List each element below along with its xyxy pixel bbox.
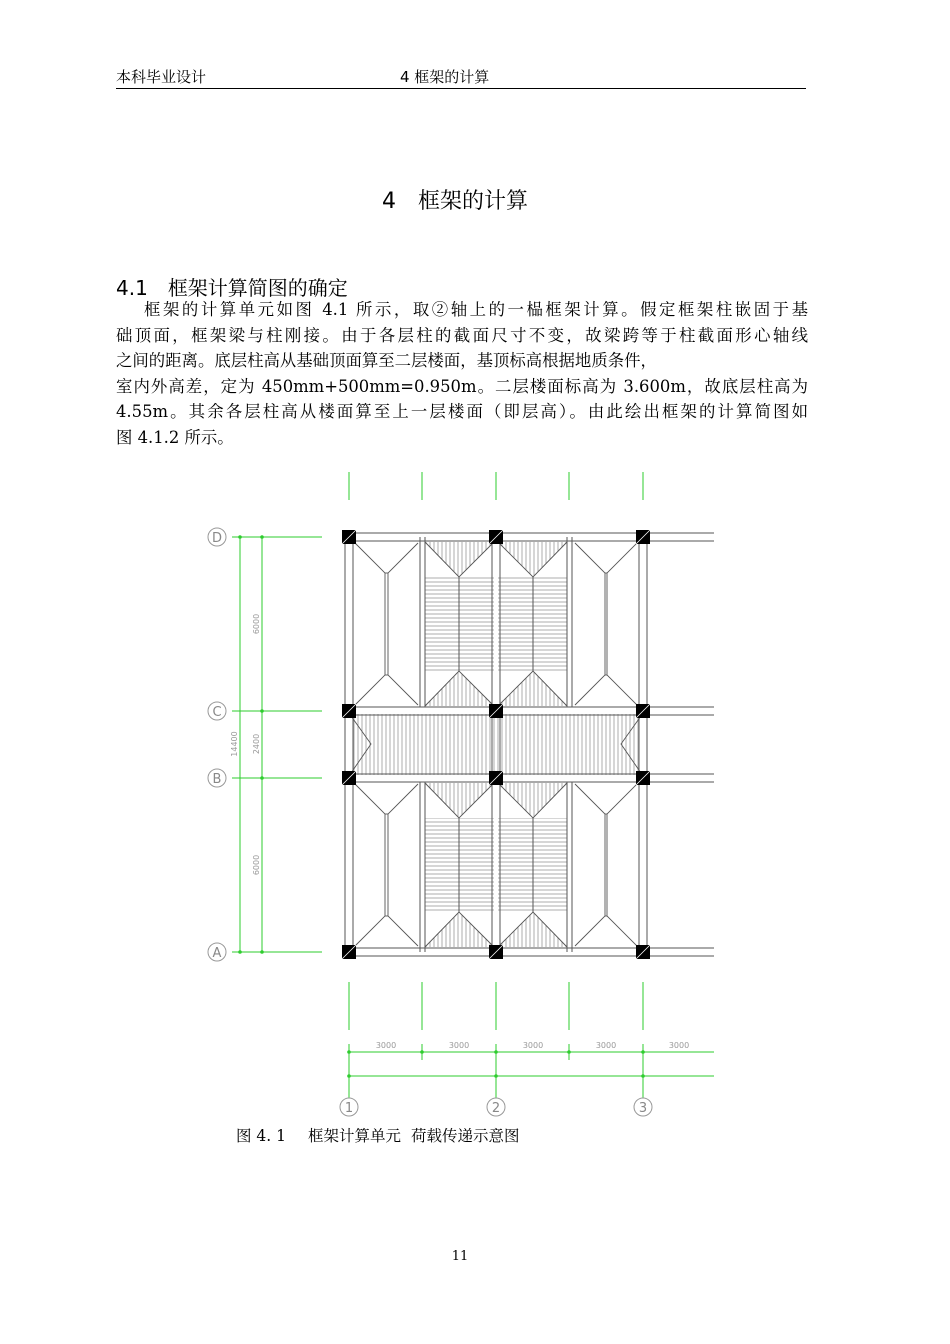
column-axis-labels [345,1101,647,1116]
section-title: 框架计算简图的确定 [167,276,348,300]
dim-label-h5: 3000 [668,1041,690,1050]
paragraph-line: 之间的距离。底层柱高从基础顶面算至二层楼面，基顶标高根据地质条件， [116,351,657,371]
frame-load-diagram [196,468,720,1118]
chapter-heading [0,184,910,215]
paragraph-line: 框架的计算单元如图 4.1 所示，取②轴上的一榀框架计算。假定框架柱嵌固于基 [144,300,808,319]
paragraph-line: 室内外高差，定为 450mm+500mm=0.950m。二层楼面标高为 3.600m，故底层柱高为 [116,376,808,396]
dim-label-dc: 6000 [252,613,261,635]
axis-label-1: 1 [344,1101,354,1116]
header-rule [116,88,806,89]
paragraph-line: 图 4.1.2 所示。 [116,427,234,447]
dim-label-h2: 3000 [448,1041,470,1050]
axis-label-a: A [212,946,222,961]
dim-label-h4: 3000 [595,1041,617,1050]
hatched-load-areas [351,542,641,947]
axis-label-2: 2 [491,1101,501,1116]
row-axis-bubbles [208,528,226,961]
vertical-dimension-labels [230,614,261,875]
horizontal-dimension-labels [376,1041,689,1050]
figure-caption [236,1124,520,1146]
header-left: 本科毕业设计 [116,68,207,86]
paragraph-line: 4.55m。其余各层柱高从楼面算至上一层楼面（即层高）。由此绘出框架的计算简图如 [116,402,808,422]
page-number: 11 [451,1249,469,1264]
row-axis-labels [212,531,222,961]
axis-label-c: C [212,705,222,720]
axis-label-b: B [212,772,222,787]
dim-label-total: 14400 [230,731,239,757]
dim-label-ba: 6000 [252,854,261,876]
axis-label-3: 3 [638,1101,648,1116]
axis-label-d: D [211,531,223,546]
section-number: 4.1 [116,276,148,300]
dim-label-cb: 2400 [252,733,261,755]
paragraph-line: 础顶面，框架梁与柱刚接。由于各层柱的截面尺寸不变，故梁跨等于柱截面形心轴线 [116,325,808,345]
chapter-number: 4 [381,189,396,214]
caption-title: 框架计算单元 [308,1127,402,1145]
chapter-title: 框架的计算 [417,189,528,214]
caption-subtitle: 荷载传递示意图 [411,1127,520,1145]
header-center: 4 框架的计算 [400,68,490,86]
dim-label-h1: 3000 [375,1041,397,1050]
dim-label-h3: 3000 [522,1041,544,1050]
caption-label: 图 4. 1 [236,1127,287,1145]
body-paragraph [116,297,808,451]
